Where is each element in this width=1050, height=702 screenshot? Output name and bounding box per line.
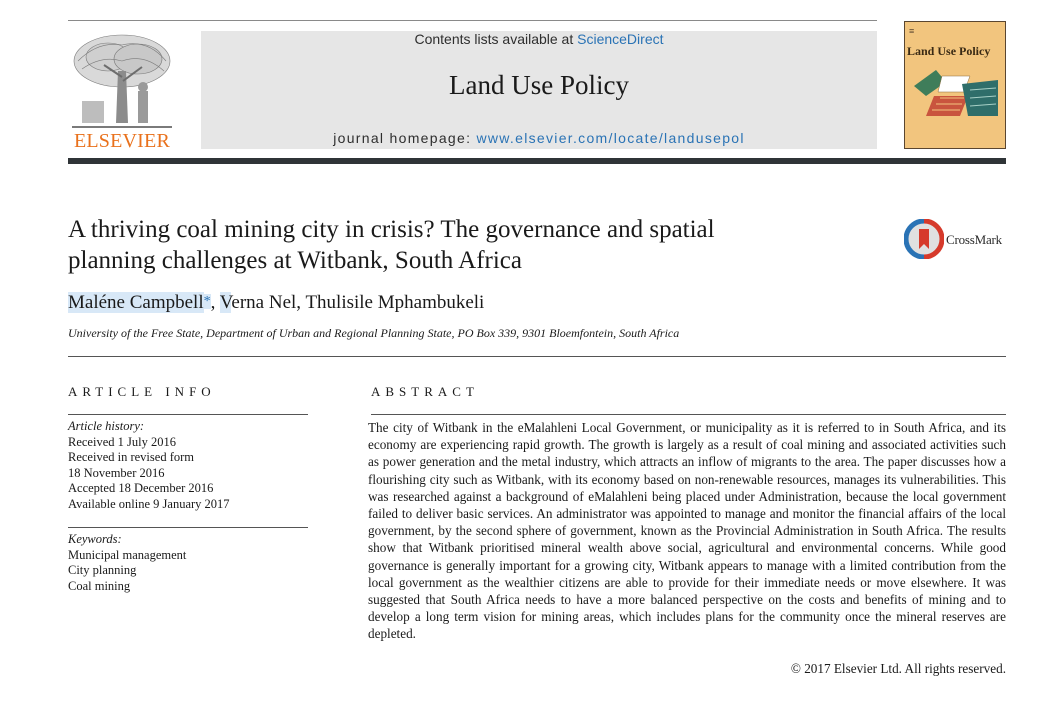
cover-publisher-mark-icon: ≡ <box>909 26 915 36</box>
elsevier-wordmark[interactable]: ELSEVIER <box>73 130 171 152</box>
journal-homepage-line <box>201 130 877 146</box>
history-received: Received 1 July 2016 <box>68 434 176 449</box>
keyword-item: Coal mining <box>68 578 131 593</box>
article-title-line1: A thriving coal mining city in crisis? The governance and spatial <box>68 216 715 243</box>
keywords-label: Keywords: <box>68 532 122 546</box>
contents-prefix: Contents lists available at <box>414 31 578 47</box>
history-accepted: Accepted 18 December 2016 <box>68 481 214 496</box>
crossmark-label[interactable]: CrossMark <box>946 232 1002 247</box>
keyword-item: Municipal management <box>68 547 187 562</box>
author-list <box>68 292 484 314</box>
article-history <box>68 419 308 513</box>
crossmark-icon[interactable] <box>904 219 944 259</box>
journal-title: Land Use Policy <box>449 70 629 100</box>
journal-homepage-link[interactable]: www.elsevier.com/locate/landusepol <box>476 130 745 146</box>
author-names-rest[interactable]: erna Nel, Thulisile Mphambukeli <box>231 292 485 313</box>
author-nel-initial[interactable]: V <box>219 292 232 313</box>
abstract-body: The city of Witbank in the eMalahleni Local Government, or municipality as it is referred to in South Africa, and its economy are experiencing rapid growth. The growth is largely as a result of coal mining and associated activities such as power generation and the metal industry, which attracts an inflow of migrants to the area. The paper discusses how a flourishing city such as Witbank, with its economy based on non-renewable resources, manages its vulnerabilities. This was researched against a background of eMalahleni being placed under Administration, because the local government failed to deliver basic services. An administrator was appointed to manage and monitor the financial affairs of the local government, by the second sphere of government, known as the Provincial Administration in South Africa. The results show that Witbank prioritised mineral wealth above social, agricultural and environmental concerns. While good governance is generally important for a growing city, Witbank appears to manage with a limited contribution from the local government as the wealthier citizens are able to provide for their immediate needs or move elsewhere. It was suggested that South Africa needs to have a more balanced perspective on the costs and benefits of mining and to develop a long term vision for mining areas, which includes plans for the community once the mineral reserves are depleted. <box>368 420 1006 642</box>
keyword-item: City planning <box>68 563 137 578</box>
history-revised-date: 18 November 2016 <box>68 465 165 480</box>
abstract-rule <box>371 414 1006 415</box>
cover-title: Land Use Policy <box>907 44 991 58</box>
keywords-rule <box>68 527 308 528</box>
top-rule <box>68 20 877 21</box>
article-info-rule <box>68 414 308 415</box>
cover-illustration <box>912 66 1000 122</box>
article-title <box>68 214 828 276</box>
article-info-heading: ARTICLE INFO <box>68 384 216 399</box>
corresponding-author-mark[interactable]: * <box>203 294 211 309</box>
author-campbell[interactable]: Maléne Campbell <box>68 292 204 313</box>
abstract-heading: ABSTRACT <box>371 384 479 399</box>
contents-line <box>201 31 877 47</box>
homepage-prefix: journal homepage: <box>333 130 477 146</box>
history-online: Available online 9 January 2017 <box>68 496 230 511</box>
keywords <box>68 532 308 594</box>
section-divider <box>68 356 1006 357</box>
sciencedirect-link[interactable]: ScienceDirect <box>577 31 664 47</box>
article-history-label: Article history: <box>68 419 145 433</box>
author-affiliation: University of the Free State, Department of Urban and Regional Planning State, PO Box 339, 9301 Bloemfontein, South Africa <box>68 326 680 340</box>
copyright-notice: © 2017 Elsevier Ltd. All rights reserved. <box>790 661 1006 676</box>
header-divider <box>68 158 1006 164</box>
history-revised-label: Received in revised form <box>68 450 194 465</box>
author-separator: , <box>210 292 220 313</box>
article-title-line2: planning challenges at Witbank, South Africa <box>68 247 522 274</box>
